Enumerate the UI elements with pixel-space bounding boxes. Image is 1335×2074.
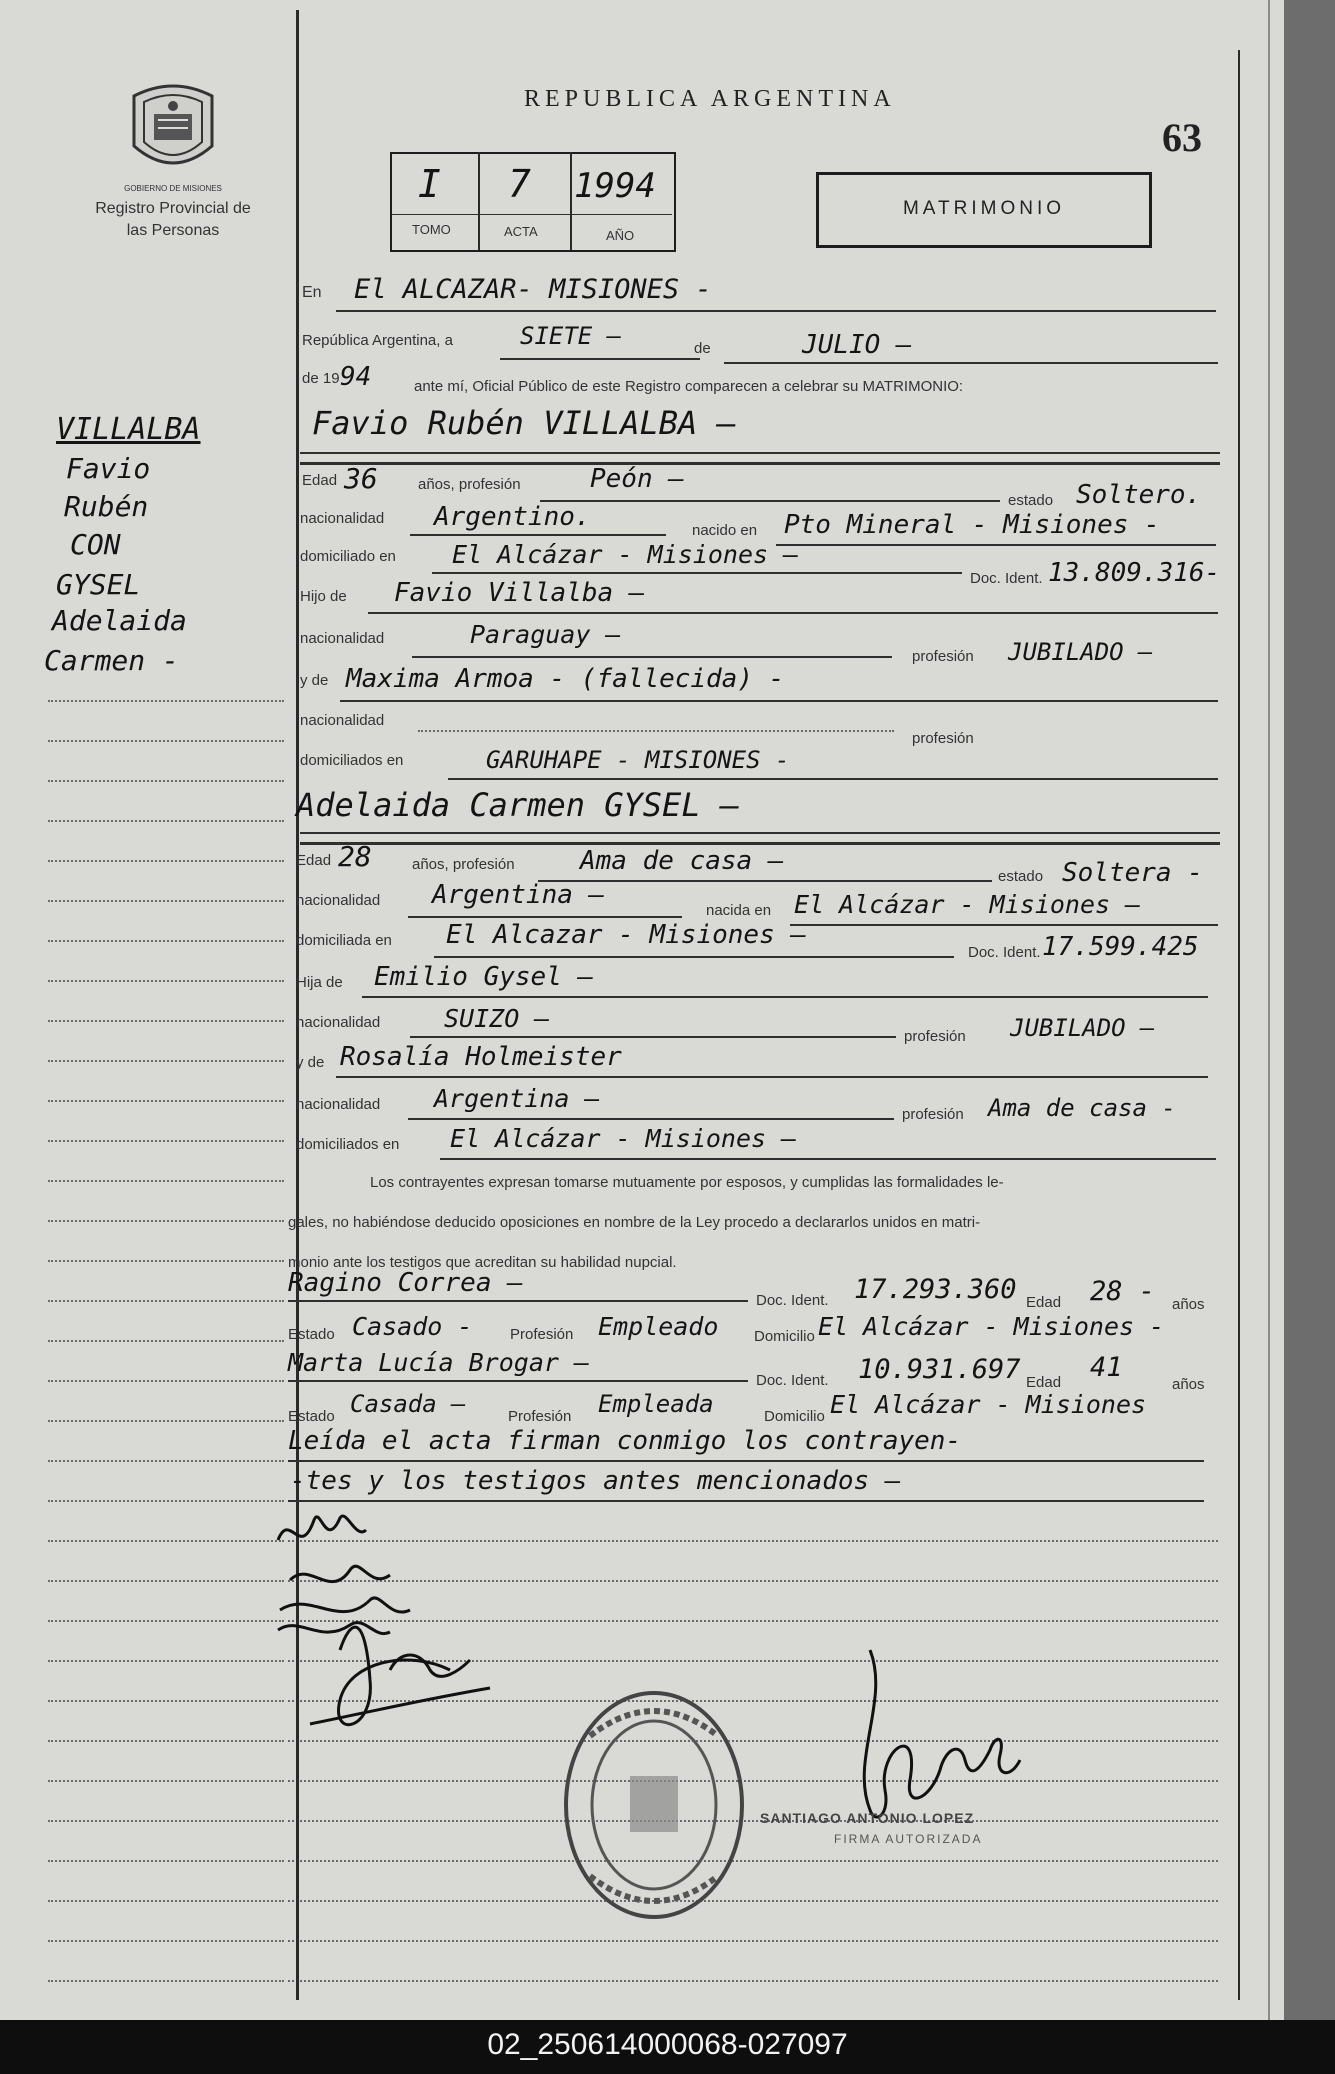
section-separator <box>300 462 1220 465</box>
witness2-doc-label: Doc. Ident. <box>756 1372 829 1389</box>
tomo-value: I <box>418 162 441 206</box>
ruled-line <box>48 1820 284 1822</box>
ruled-line <box>48 1620 284 1622</box>
groom-mother-label: y de <box>300 672 329 689</box>
groom-father: Favio Villalba — <box>394 578 645 608</box>
ruled-line <box>48 1340 284 1342</box>
ruled-line <box>48 1940 284 1942</box>
ante-label: ante mí, Oficial Público de este Registro comparecen a celebrar su MATRIMONIO: <box>414 378 964 395</box>
field-rule <box>408 916 682 918</box>
field-rule <box>440 1158 1216 1160</box>
groom-nat-label: nacionalidad <box>300 510 385 527</box>
field-rule <box>300 452 1220 454</box>
field-rule <box>288 1300 748 1302</box>
witness2-prof-label: Profesión <box>508 1408 572 1425</box>
margin-note-6: Adelaida <box>52 604 187 637</box>
ruled-line <box>48 1140 284 1142</box>
groom-edad-label: Edad <box>302 472 338 489</box>
witness1-domicile: El Alcázar - Misiones - <box>818 1312 1165 1341</box>
ruled-line <box>48 1020 284 1022</box>
field-rule <box>412 656 892 658</box>
ruled-line <box>48 980 284 982</box>
bride-nacida-label: nacida en <box>706 902 772 919</box>
witness1-anos-label: años <box>1172 1296 1205 1313</box>
country-title: REPUBLICA ARGENTINA <box>524 86 896 112</box>
page-edge <box>1268 0 1270 2020</box>
witness2-profession: Empleada <box>598 1390 714 1418</box>
bride-mother-nat-label: nacionalidad <box>296 1096 381 1113</box>
bride-age: 28 <box>338 840 372 873</box>
witness1-name: Ragino Correa — <box>288 1268 523 1298</box>
ruled-line <box>48 1780 284 1782</box>
field-rule <box>540 500 1000 502</box>
official-name: SANTIAGO ANTONIO LOPEZ <box>760 1810 975 1826</box>
groom-age: 36 <box>344 462 378 495</box>
registry-name: Registro Provincial de las Personas <box>95 200 251 239</box>
record-id-divider <box>570 152 572 250</box>
witness1-estado-label: Estado <box>288 1326 335 1343</box>
witness1-dom-label: Domicilio <box>754 1328 815 1345</box>
field-rule <box>410 534 666 536</box>
section-separator <box>300 842 1220 845</box>
groom-mother-nat-label: nacionalidad <box>300 712 385 729</box>
ruled-line <box>48 1420 284 1422</box>
record-id-divider <box>478 152 480 250</box>
field-rule <box>500 358 700 360</box>
bride-mother-prof-label: profesión <box>902 1106 964 1123</box>
margin-note-7: Carmen - <box>44 644 179 677</box>
ruled-line <box>48 1380 284 1382</box>
bride-father-nat-label: nacionalidad <box>296 1014 381 1031</box>
ruled-line <box>48 940 284 942</box>
witness2-name: Marta Lucía Brogar — <box>288 1348 590 1377</box>
field-rule <box>776 544 1216 546</box>
ruled-line <box>48 1540 284 1542</box>
witness1-doc: 17.293.360 <box>854 1274 1017 1305</box>
bride-domicile: El Alcazar - Misiones — <box>446 920 807 950</box>
bride-mother-profession: Ama de casa - <box>988 1094 1176 1122</box>
ruled-line <box>48 1460 284 1462</box>
bride-edad-label: Edad <box>296 852 332 869</box>
witness2-dom-label: Domicilio <box>764 1408 825 1425</box>
margin-note-4: CON <box>70 528 121 561</box>
field-rule <box>432 572 962 574</box>
bride-civil-status: Soltera - <box>1062 858 1203 888</box>
groom-parents-dom-label: domiciliados en <box>300 752 404 769</box>
field-rule <box>288 1460 1204 1462</box>
margin-note-5: GYSEL <box>56 568 141 601</box>
groom-doc-label: Doc. Ident. <box>970 570 1043 587</box>
witness2-anos-label: años <box>1172 1376 1205 1393</box>
groom-birthplace: Pto Mineral - Misiones - <box>784 510 1160 540</box>
ruled-line <box>288 1860 1218 1862</box>
bride-doc-label: Doc. Ident. <box>968 944 1041 961</box>
bride-mother-nationality: Argentina — <box>434 1084 600 1113</box>
groom-parents-domicile: GARUHAPE - MISIONES - <box>486 746 790 774</box>
ano-label: AÑO <box>606 228 635 243</box>
footer-code: 02_250614000068-027097 <box>487 2028 848 2061</box>
witness2-age: 41 <box>1090 1352 1123 1383</box>
bride-dom-label: domiciliada en <box>296 932 392 949</box>
witness2-edad-label: Edad <box>1026 1374 1062 1391</box>
ruled-line <box>48 1100 284 1102</box>
ruled-line <box>288 1940 1218 1942</box>
ruled-line <box>48 1300 284 1302</box>
groom-prof-label: años, profesión <box>418 476 521 493</box>
witness2-domicile: El Alcázar - Misiones <box>830 1390 1147 1419</box>
groom-father-prof-label: profesión <box>912 648 974 665</box>
tomo-label: TOMO <box>412 222 451 237</box>
groom-mother: Maxima Armoa - (fallecida) - <box>346 664 785 694</box>
ruled-line <box>48 1860 284 1862</box>
ruled-line <box>48 1060 284 1062</box>
bride-name: Adelaida Carmen GYSEL — <box>296 786 740 824</box>
field-rule <box>300 832 1220 834</box>
bride-parents-dom-label: domiciliados en <box>296 1136 400 1153</box>
ruled-line <box>48 860 284 862</box>
ruled-line <box>288 1820 1218 1822</box>
declaration-line-1: Los contrayentes expresan tomarse mutuamente por esposos, y cumplidas las formalidades le- <box>370 1174 1004 1191</box>
ruled-line <box>288 1780 1218 1782</box>
year-label: de 19 <box>302 370 340 387</box>
witness1-doc-label: Doc. Ident. <box>756 1292 829 1309</box>
groom-name: Favio Rubén VILLALBA — <box>312 404 736 442</box>
bride-nationality: Argentina — <box>432 880 605 910</box>
month-value: JULIO — <box>802 330 912 360</box>
bride-nat-label: nacionalidad <box>296 892 381 909</box>
witness1-civil-status: Casado - <box>352 1312 473 1341</box>
witness2-estado-label: Estado <box>288 1408 335 1425</box>
witness2-doc: 10.931.697 <box>858 1354 1021 1385</box>
seal-text: GOBIERNO DE MISIONES <box>124 184 222 193</box>
groom-mother-prof-label: profesión <box>912 730 974 747</box>
bride-mother-label: y de <box>296 1054 325 1071</box>
record-id-rule <box>392 214 672 215</box>
de-label: de <box>694 340 711 357</box>
margin-note-3: Rubén <box>64 490 149 523</box>
groom-father-nat-label: nacionalidad <box>300 630 385 647</box>
groom-dom-label: domiciliado en <box>300 548 396 565</box>
bride-doc: 17.599.425 <box>1042 932 1199 962</box>
bride-parents-domicile: El Alcázar - Misiones — <box>450 1124 797 1153</box>
declaration-line-2: gales, no habiéndose deducido oposiciones en nombre de la Ley procedo a declararlos unidos en matri- <box>288 1214 981 1231</box>
bride-prof-label: años, profesión <box>412 856 515 873</box>
bride-hija-label: Hija de <box>296 974 343 991</box>
day-value: SIETE — <box>520 322 622 350</box>
field-rule <box>288 1380 748 1382</box>
place-value: El ALCAZAR- MISIONES - <box>354 274 712 305</box>
ruled-line <box>48 1660 284 1662</box>
bride-father-prof-label: profesión <box>904 1028 966 1045</box>
closing-line-1: Leída el acta firman conmigo los contrayen- <box>288 1426 962 1456</box>
bride-father-profession: JUBILADO — <box>1010 1014 1155 1042</box>
bride-birthplace: El Alcázar - Misiones — <box>794 890 1141 919</box>
field-rule <box>418 730 894 732</box>
field-rule <box>410 1036 896 1038</box>
bride-father-nationality: SUIZO — <box>444 1004 550 1033</box>
acta-label: ACTA <box>504 224 538 239</box>
declaration-line-3: monio ante los testigos que acreditan su habilidad nupcial. <box>288 1254 677 1271</box>
acta-value: 7 <box>508 162 531 206</box>
page-number: 63 <box>1162 115 1202 160</box>
witness1-prof-label: Profesión <box>510 1326 574 1343</box>
ruled-line <box>48 1980 284 1982</box>
witness1-edad-label: Edad <box>1026 1294 1062 1311</box>
groom-father-profession: JUBILADO — <box>1008 638 1153 666</box>
ruled-line <box>48 1180 284 1182</box>
groom-estado-label: estado <box>1008 492 1054 509</box>
margin-note-2: Favio <box>66 452 151 485</box>
ruled-line <box>48 900 284 902</box>
ruled-line <box>48 1740 284 1742</box>
groom-doc: 13.809.316- <box>1048 558 1221 588</box>
groom-profession: Peón — <box>590 464 684 494</box>
ruled-line <box>288 1900 1218 1902</box>
ruled-line <box>48 1500 284 1502</box>
bride-profession: Ama de casa — <box>580 846 784 876</box>
ruled-line <box>48 820 284 822</box>
ruled-line <box>48 1260 284 1262</box>
official-stamp <box>560 1686 748 1924</box>
ano-value: 1994 <box>574 166 656 206</box>
en-label: En <box>302 284 322 301</box>
right-border <box>1238 50 1240 2000</box>
ruled-line <box>48 700 284 702</box>
ruled-line <box>48 740 284 742</box>
field-rule <box>340 700 1218 702</box>
field-rule <box>336 310 1216 312</box>
ruled-line <box>288 1980 1218 1982</box>
ruled-line <box>48 1580 284 1582</box>
margin-note-1: VILLALBA <box>56 412 201 447</box>
bride-father: Emilio Gysel — <box>374 962 594 992</box>
field-rule <box>790 924 1218 926</box>
witness1-profession: Empleado <box>598 1312 719 1341</box>
republica-label: República Argentina, a <box>302 332 453 349</box>
field-rule <box>724 362 1218 364</box>
official-title: FIRMA AUTORIZADA <box>834 1832 983 1846</box>
field-rule <box>368 612 1218 614</box>
field-rule <box>362 996 1208 998</box>
field-rule <box>434 956 954 958</box>
groom-father-nationality: Paraguay — <box>470 620 621 649</box>
ruled-line <box>48 780 284 782</box>
book-binding <box>1284 0 1335 2020</box>
record-type: MATRIMONIO <box>902 198 1066 219</box>
ruled-line <box>48 1220 284 1222</box>
witness1-age: 28 - <box>1090 1276 1156 1307</box>
bride-mother: Rosalía Holmeister <box>340 1042 622 1072</box>
ruled-line <box>48 1700 284 1702</box>
groom-nationality: Argentino. <box>434 502 591 532</box>
field-rule <box>408 1118 894 1120</box>
groom-domicile: El Alcázar - Misiones — <box>452 540 799 569</box>
field-rule <box>448 778 1218 780</box>
signatures <box>270 1500 570 1760</box>
field-rule <box>336 1076 1208 1078</box>
groom-civil-status: Soltero. <box>1076 480 1202 510</box>
groom-hijo-label: Hijo de <box>300 588 347 605</box>
year-suffix: 94 <box>340 362 372 392</box>
bride-estado-label: estado <box>998 868 1044 885</box>
closing-line-2: -tes y los testigos antes mencionados — <box>290 1466 901 1496</box>
field-rule <box>538 880 992 882</box>
provincial-seal-logo <box>124 76 222 180</box>
ruled-line <box>48 1900 284 1902</box>
witness2-civil-status: Casada — <box>350 1390 466 1418</box>
groom-nacido-label: nacido en <box>692 522 758 539</box>
